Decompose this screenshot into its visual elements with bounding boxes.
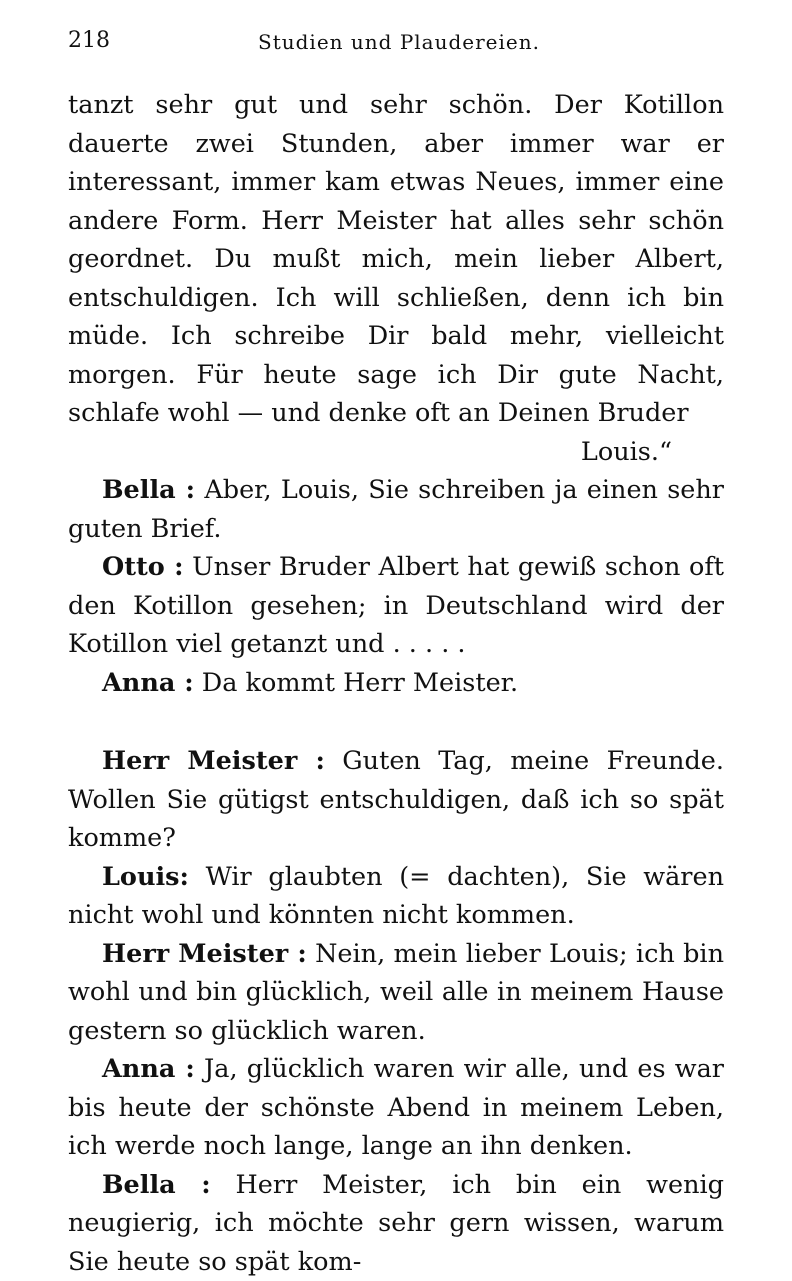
speech-text: Guten Tag, meine Freunde. Wollen Sie gütigst entschuldigen, daß ich so spät komme? (68, 746, 724, 853)
speech-text: Wir glaubten (= dachten), Sie wären nicht wohl und könnten nicht kommen. (68, 862, 724, 931)
speaker-name: Bella : (102, 475, 195, 505)
speaker-name: Anna : (102, 668, 194, 698)
dialogue-line-herr-meister-1 (68, 742, 724, 858)
dialogue-line-otto (68, 548, 724, 664)
speaker-name: Herr Meister : (102, 746, 325, 776)
speaker-name: Louis: (102, 862, 189, 892)
page-number: 218 (68, 28, 110, 53)
dialogue-line-anna-2 (68, 1050, 724, 1166)
page-header (68, 28, 724, 68)
dialogue-line-bella-2 (68, 1166, 724, 1281)
speech-text: Unser Bruder Albert hat gewiß schon oft den Kotillon gesehen; in Deutschland wird der Kotillon viel getanzt und . . . . . (68, 552, 724, 659)
speech-text: Nein, mein lieber Louis; ich bin wohl und bin glücklich, weil alle in meinem Hause gestern so glücklich waren. (68, 939, 724, 1046)
speaker-name: Herr Meister : (102, 939, 307, 969)
speaker-name: Otto : (102, 552, 184, 582)
dialogue-line-anna-1 (68, 664, 724, 703)
speech-text: Aber, Louis, Sie schreiben ja einen sehr guten Brief. (68, 475, 724, 544)
dialogue-line-louis (68, 858, 724, 935)
letter-signature: Louis.“ (68, 433, 724, 472)
running-title: Studien und Plaudereien. (258, 30, 540, 54)
speech-text: Ja, glücklich waren wir alle, und es war bis heute der schönste Abend in meinem Leben, ich werde noch lange, lange an ihn denken. (68, 1054, 724, 1161)
page-body (68, 86, 724, 1281)
speaker-name: Anna : (102, 1054, 195, 1084)
speaker-name: Bella : (102, 1170, 211, 1200)
speech-text: Herr Meister, ich bin ein wenig neugierig, ich möchte sehr gern wissen, warum Sie heute so spät kom- (68, 1170, 724, 1277)
letter-closing-paragraph: tanzt sehr gut und sehr schön. Der Kotillon dauerte zwei Stunden, aber immer war er interessant, immer kam etwas Neues, immer eine andere Form. Herr Meister hat alles sehr schön geordnet. Du mußt mich, mein lieber Albert, entschuldigen. Ich will schließen, denn ich bin müde. Ich schreibe Dir bald mehr, vielleicht morgen. Für heute sage ich Dir gute Nacht, schlafe wohl — und denke oft an Deinen Bruder (68, 86, 724, 433)
dialogue-line-bella-1 (68, 471, 724, 548)
dialogue-line-herr-meister-2 (68, 935, 724, 1051)
book-page (68, 28, 724, 1281)
speech-text: Da kommt Herr Meister. (202, 668, 518, 698)
